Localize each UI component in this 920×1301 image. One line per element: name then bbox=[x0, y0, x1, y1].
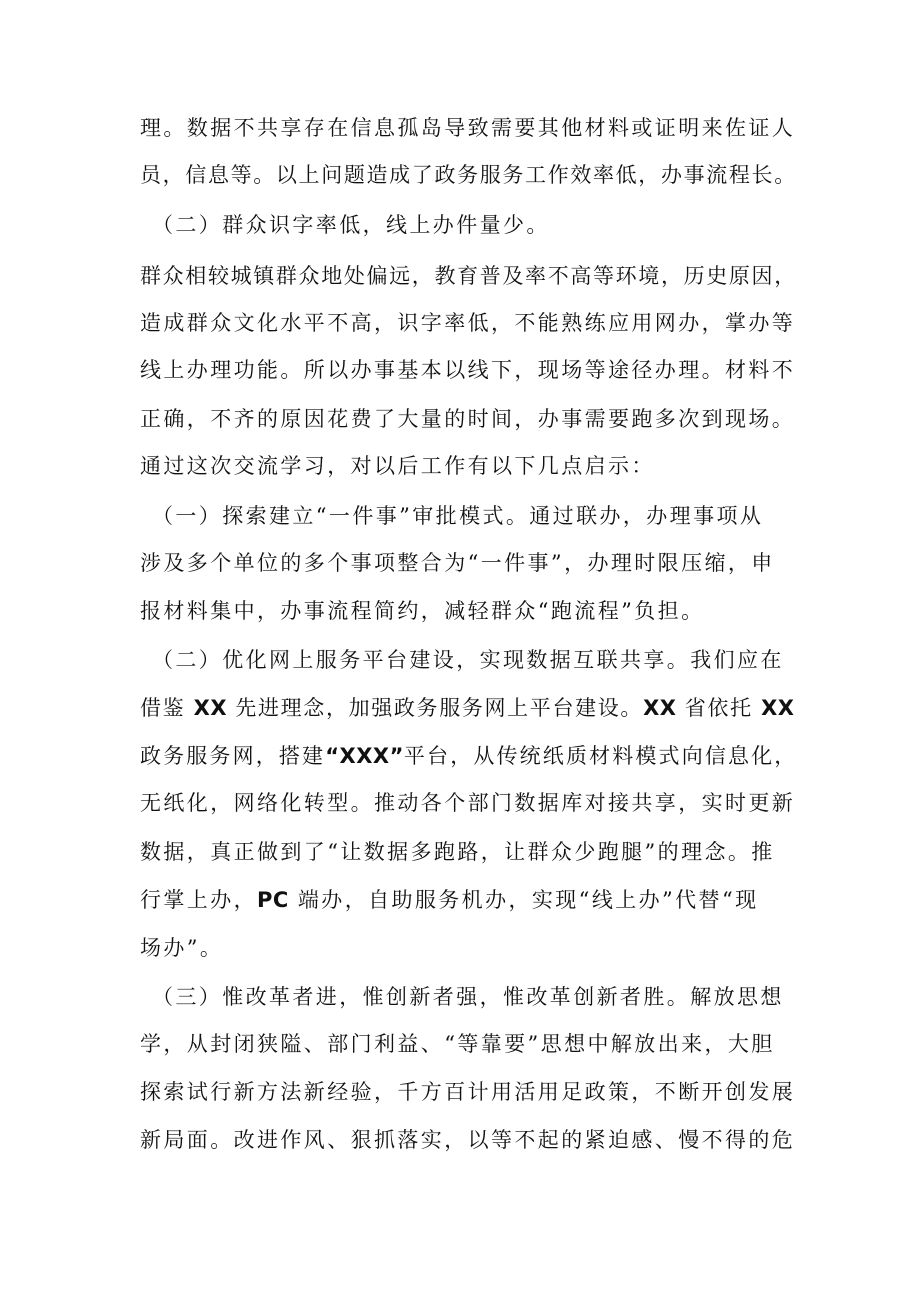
bold-text-segment: “XXX” bbox=[325, 744, 404, 768]
text-segment: 政务服务网，搭建 bbox=[140, 744, 326, 768]
section-heading bbox=[152, 205, 802, 245]
text-line bbox=[140, 446, 800, 486]
text-segment: 先进理念，加强政务服务网上平台建设。 bbox=[227, 696, 644, 720]
text-line bbox=[140, 108, 800, 148]
text-segment: 线上办理功能。所以办事基本以线下，现场等途径办理。材料不 bbox=[140, 358, 796, 382]
text-line bbox=[140, 688, 800, 728]
text-segment: 造成群众文化水平不高，识字率低，不能熟练应用网办，掌办等 bbox=[140, 311, 796, 335]
section-heading bbox=[152, 977, 802, 1017]
text-segment: 数据，真正做到了“让数据多跑路，让群众少跑腿”的理念。推 bbox=[140, 840, 775, 864]
text-segment: 通过这次交流学习，对以后工作有以下几点启示： bbox=[140, 454, 655, 478]
text-line bbox=[140, 591, 800, 631]
bold-text-segment: PC bbox=[257, 888, 289, 912]
bold-text-segment: XX bbox=[643, 696, 677, 720]
text-segment: 行掌上办， bbox=[140, 888, 257, 912]
text-line bbox=[140, 928, 800, 968]
text-line bbox=[140, 303, 800, 343]
text-line bbox=[140, 880, 800, 920]
text-segment: （一）探索建立“一件事”审批模式。通过联办，办理事项从 bbox=[152, 504, 764, 528]
text-segment: 正确，不齐的原因花费了大量的时间，办事需要跑多次到现场。 bbox=[140, 407, 796, 431]
text-segment: （二）群众识字率低，线上办件量少。 bbox=[152, 213, 550, 237]
text-line bbox=[140, 783, 800, 823]
text-segment: 场办”。 bbox=[140, 936, 224, 960]
text-segment: 学，从封闭狭隘、部门利益、“等靠要”思想中解放出来，大胆 bbox=[140, 1032, 775, 1056]
text-line bbox=[140, 256, 800, 296]
bold-text-segment: XX bbox=[761, 696, 795, 720]
text-line bbox=[140, 736, 800, 776]
text-line bbox=[140, 350, 800, 390]
text-segment: 省依托 bbox=[676, 696, 762, 720]
text-segment: （二）优化网上服务平台建设，实现数据互联共享。我们应在 bbox=[152, 648, 784, 672]
text-segment: 端办，自助服务机办，实现“线上办”代替“现 bbox=[288, 888, 759, 912]
text-segment: 借鉴 bbox=[140, 696, 194, 720]
text-segment: 员，信息等。以上问题造成了政务服务工作效率低，办事流程长。 bbox=[140, 163, 797, 187]
text-segment: 报材料集中，办事流程简约，减轻群众“跑流程”负担。 bbox=[140, 599, 705, 623]
text-line bbox=[140, 399, 800, 439]
text-line bbox=[140, 1120, 800, 1160]
text-line bbox=[140, 832, 800, 872]
text-segment: （三）惟改革者进，惟创新者强，惟改革创新者胜。解放思想 bbox=[152, 985, 784, 1009]
text-segment: 涉及多个单位的多个事项整合为“一件事”，办理时限压缩，申 bbox=[140, 551, 775, 575]
text-segment: 新局面。改进作风、狠抓落实，以等不起的紧迫感、慢不得的危 bbox=[140, 1128, 796, 1152]
text-segment: 群众相较城镇群众地处偏远，教育普及率不高等环境，历史原因， bbox=[140, 264, 797, 288]
text-line bbox=[140, 543, 800, 583]
text-segment: 无纸化，网络化转型。推动各个部门数据库对接共享，实时更新 bbox=[140, 791, 796, 815]
text-line bbox=[140, 1024, 800, 1064]
text-segment: 理。数据不共享存在信息孤岛导致需要其他材料或证明来佐证人 bbox=[140, 116, 796, 140]
text-line bbox=[140, 1072, 800, 1112]
bold-text-segment: XX bbox=[193, 696, 228, 720]
section-heading bbox=[152, 496, 802, 536]
text-segment: 平台，从传统纸质材料模式向信息化， bbox=[403, 744, 798, 768]
text-line bbox=[140, 155, 800, 195]
text-segment: 探索试行新方法新经验，千方百计用活用足政策，不断开创发展 bbox=[140, 1080, 796, 1104]
section-heading bbox=[152, 640, 802, 680]
